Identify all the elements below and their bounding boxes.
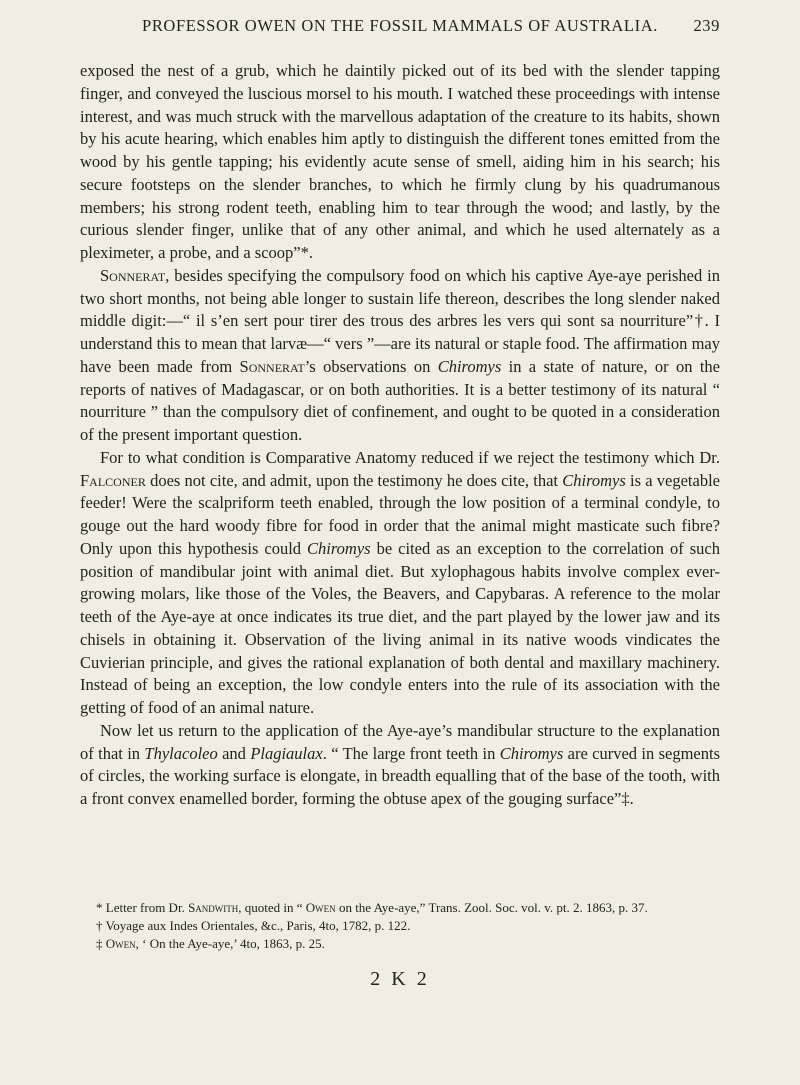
page-number: 239 bbox=[693, 16, 720, 35]
text-run: in a state of nature, or on the reports of natives of Madagascar, or on both authorities. It is a better testimony of its natural “ nourriture ” than the compulsory diet of confinement, and ought to be quoted in a consideration of the present important question. bbox=[80, 356, 720, 444]
footnote bbox=[80, 935, 720, 953]
footnote bbox=[80, 899, 720, 917]
text-run: . “ The large front teeth in bbox=[322, 743, 500, 763]
italic-text: Chiromys bbox=[437, 356, 502, 376]
text-run: , besides specifying the compulsory food on which his captive Aye-aye perished in two short months, not being able longer to sustain life thereon, describes the long slender naked middle digit:—“ il s’en sert pour tirer des trous des arbres les vers qui sont sa nourriture”†. I understand this to mean that larvæ—“ vers ”—are its natural or staple food. The affirmation may have been made from bbox=[80, 265, 720, 376]
small-caps-name: Sonnerat bbox=[239, 356, 305, 376]
small-caps-name: Falconer bbox=[80, 470, 146, 490]
text-run: ’s observations on bbox=[304, 356, 438, 376]
text-run: on the Aye-aye,” Trans. Zool. Soc. vol. v. pt. 2. 1863, p. 37. bbox=[335, 900, 648, 915]
body-text bbox=[80, 60, 720, 811]
text-run: does not cite, and admit, upon the testimony he does cite, that bbox=[145, 470, 563, 490]
text-run: † Voyage aux Indes Orientales, &c., Paris, 4to, 1782, p. 122. bbox=[96, 918, 411, 933]
paragraph bbox=[80, 447, 720, 720]
italic-text: Chiromys bbox=[499, 743, 564, 763]
text-run: , quoted in “ bbox=[238, 900, 306, 915]
paragraph bbox=[80, 720, 720, 811]
signature-mark: 2 K 2 bbox=[370, 968, 430, 990]
italic-text: Plagiaulax bbox=[250, 743, 323, 763]
text-run: Now let us return to the application of the Aye-aye’s mandibular structure to the explanation of that in bbox=[80, 720, 720, 763]
text-run: , ‘ On the Aye-aye,’ 4to, 1863, p. 25. bbox=[135, 936, 325, 951]
text-run: be cited as an exception to the correlation of such position of mandibular joint with animal diet. But xylophagous habits involve complex ever-growing molars, like those of the Voles, the Beavers, and Capybaras. A reference to the molar teeth of the Aye-aye at once indicates its true diet, and the part played by the lower jaw and its chisels in obtaining it. Observation of the living animal in its native woods vindicates the Cuvierian principle, and gives the rational explanation of both dental and maxillary machinery. Instead of being an exception, the low condyle enters into the rule of its association with the getting of food of an animal nature. bbox=[80, 538, 720, 717]
text-run: exposed the nest of a grub, which he daintily picked out of its bed with the slender tapping finger, and conveyed the luscious morsel to his mouth. I watched these proceedings with intense interest, and was much struck with the marvellous adaptation of the creature to its habits, shown by his acute hearing, which enables him aptly to distinguish the different tones emitted from the wood by his gentle tapping; his evidently acute sense of smell, aiding him in his search; his secure footsteps on the slender branches, to which he firmly clung by his quadrumanous members; his strong rodent teeth, enabling him to tear through the wood; and lastly, by the curious slender finger, unlike that of any other animal, and which he used alternately as a pleximeter, a probe, and a scoop”*. bbox=[80, 61, 720, 262]
italic-text: Chiromys bbox=[562, 470, 626, 490]
footnote bbox=[80, 917, 720, 935]
small-caps-name: Owen bbox=[305, 900, 336, 915]
text-run: are curved in segments of circles, the working surface is elongate, in breadth equalling that of the base of the tooth, with a front convex enamelled border, forming the obtuse apex of the gouging surface”‡. bbox=[80, 743, 721, 808]
italic-text: Chiromys bbox=[307, 538, 371, 558]
small-caps-name: Sonnerat bbox=[100, 265, 166, 285]
text-run: and bbox=[217, 743, 251, 763]
text-run: * Letter from Dr. bbox=[96, 900, 189, 915]
small-caps-name: Sandwith bbox=[188, 900, 239, 915]
running-title: PROFESSOR OWEN ON THE FOSSIL MAMMALS OF AUSTRALIA. bbox=[142, 16, 658, 35]
paragraph bbox=[80, 60, 720, 265]
text-run: For to what condition is Comparative Anatomy reduced if we reject the testimony which Dr. bbox=[100, 447, 720, 467]
italic-text: Thylacoleo bbox=[144, 743, 218, 763]
running-header bbox=[80, 16, 720, 42]
footnotes bbox=[80, 899, 720, 953]
text-run: ‡ bbox=[96, 936, 106, 951]
small-caps-name: Owen bbox=[105, 936, 136, 951]
text-run: is a vegetable feeder! Were the scalpriform teeth enabled, through the low position of a terminal condyle, to gouge out the hard woody fibre for food in order that the animal might masticate such fibre? Only upon this hypothesis could bbox=[80, 470, 720, 558]
paragraph bbox=[80, 265, 720, 447]
